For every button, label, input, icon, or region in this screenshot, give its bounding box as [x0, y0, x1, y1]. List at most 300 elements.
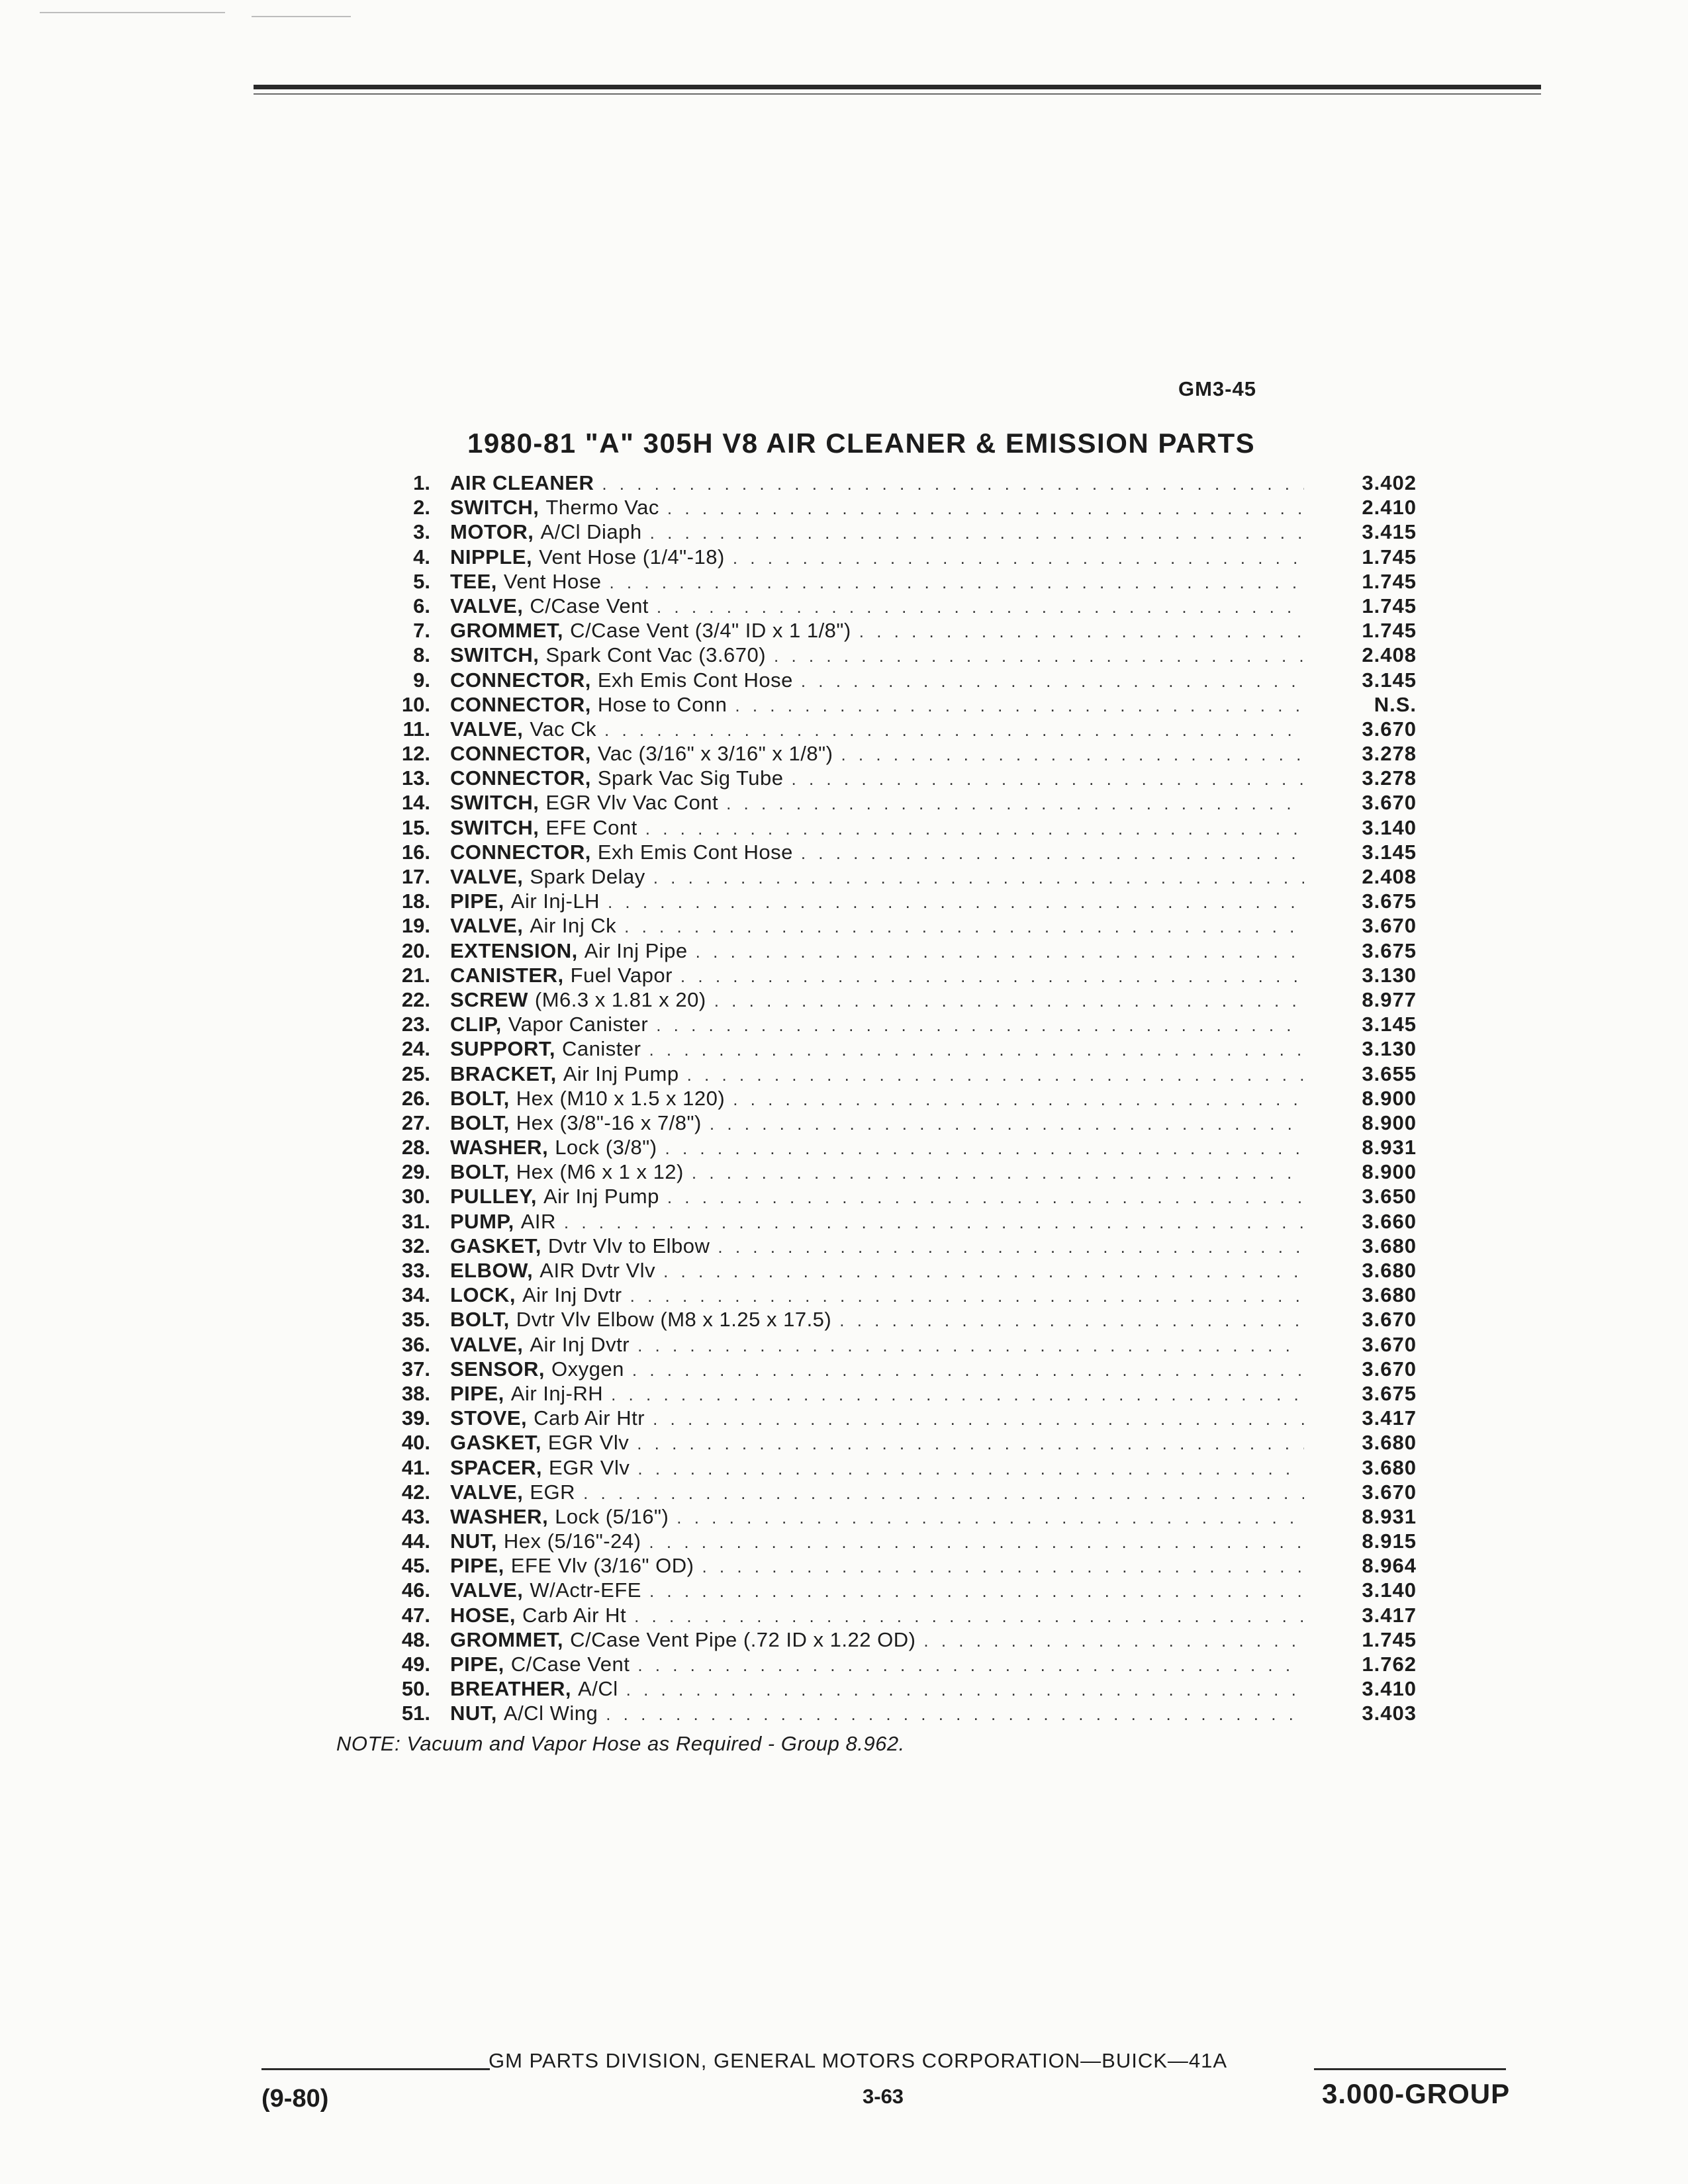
part-row — [384, 1406, 1417, 1431]
part-name: WASHER, — [450, 1504, 549, 1528]
dot-leader — [649, 1040, 1304, 1060]
dot-leader — [687, 1065, 1304, 1085]
part-row — [384, 496, 1417, 520]
part-number: 3. — [413, 520, 430, 544]
part-group-number: 3.675 — [1362, 889, 1417, 913]
dot-leader — [714, 991, 1304, 1011]
part-name: CONNECTOR, — [450, 840, 591, 864]
part-description: A/Cl Wing — [503, 1702, 598, 1725]
dot-leader — [637, 1336, 1304, 1356]
part-group-number: 1.745 — [1362, 1627, 1417, 1651]
part-group-number: 3.675 — [1362, 1381, 1417, 1405]
part-group-number: 3.680 — [1362, 1431, 1417, 1455]
dot-leader — [609, 572, 1304, 593]
part-name: MOTOR, — [450, 520, 534, 544]
part-group-number: 3.130 — [1362, 963, 1417, 987]
part-group-number: 1.745 — [1362, 619, 1417, 643]
part-group-number: 1.745 — [1362, 569, 1417, 593]
part-group-number: 3.670 — [1362, 914, 1417, 938]
part-row — [384, 1333, 1417, 1357]
part-name: GASKET, — [450, 1234, 541, 1257]
part-row — [384, 1234, 1417, 1259]
part-name: BOLT, — [450, 1111, 510, 1134]
part-number: 27. — [401, 1111, 430, 1134]
part-row — [384, 1653, 1417, 1677]
part-group-number: 8.900 — [1362, 1086, 1417, 1110]
part-number: 23. — [401, 1013, 430, 1036]
part-name: NUT, — [450, 1529, 497, 1553]
part-row — [384, 1529, 1417, 1554]
dot-leader — [733, 548, 1304, 569]
part-group-number: 3.670 — [1362, 1332, 1417, 1356]
part-row — [384, 643, 1417, 668]
dot-leader — [692, 1163, 1304, 1183]
part-name: NUT, — [450, 1702, 497, 1725]
part-group-number: 3.675 — [1362, 938, 1417, 962]
part-name: GROMMET, — [450, 619, 564, 643]
part-name: SWITCH, — [450, 791, 539, 815]
part-name: BOLT, — [450, 1086, 510, 1110]
part-group-number: 3.145 — [1362, 1013, 1417, 1036]
part-row — [384, 1160, 1417, 1185]
part-row — [384, 964, 1417, 988]
part-number: 17. — [401, 865, 430, 888]
dot-leader — [650, 523, 1304, 543]
note: NOTE: Vacuum and Vapor Hose as Required - Group 8.962. — [336, 1732, 905, 1755]
part-description: EFE Vlv (3/16" OD) — [510, 1554, 694, 1578]
part-number: 26. — [401, 1086, 430, 1110]
part-name: GASKET, — [450, 1431, 541, 1455]
part-name: AIR CLEANER — [450, 471, 594, 494]
part-row — [384, 570, 1417, 594]
part-description: Dvtr Vlv to Elbow — [547, 1234, 710, 1257]
footer-page-number: 3-63 — [863, 2085, 904, 2108]
part-group-number: 3.145 — [1362, 840, 1417, 864]
part-description: Canister — [562, 1037, 641, 1061]
part-row — [384, 594, 1417, 619]
part-name: STOVE, — [450, 1406, 528, 1430]
dot-leader — [649, 1532, 1304, 1553]
part-description: EGR — [530, 1480, 576, 1504]
part-name: LOCK, — [450, 1283, 516, 1307]
dot-leader — [657, 597, 1304, 617]
part-name: SWITCH, — [450, 643, 539, 667]
part-name: CONNECTOR, — [450, 692, 591, 716]
part-row — [384, 693, 1417, 717]
part-row — [384, 865, 1417, 889]
part-description: EGR Vlv Vac Cont — [545, 791, 719, 815]
dot-leader — [656, 1015, 1304, 1036]
part-name: PIPE, — [450, 889, 504, 913]
part-name: GROMMET, — [450, 1627, 564, 1651]
part-number: 29. — [401, 1160, 430, 1184]
part-number: 28. — [401, 1136, 430, 1160]
part-row — [384, 816, 1417, 841]
part-number: 46. — [401, 1578, 430, 1602]
part-description: Vapor Canister — [508, 1013, 649, 1036]
part-number: 38. — [401, 1381, 430, 1405]
part-group-number: 8.900 — [1362, 1160, 1417, 1184]
part-group-number: 3.402 — [1362, 471, 1417, 494]
part-number: 49. — [401, 1653, 430, 1676]
part-name: VALVE, — [450, 1578, 524, 1602]
part-row — [384, 1677, 1417, 1702]
dot-leader — [710, 1114, 1304, 1134]
part-row — [384, 1505, 1417, 1529]
part-number: 1. — [413, 471, 430, 494]
footer-group: 3.000-GROUP — [1322, 2078, 1511, 2109]
part-description: C/Case Vent Pipe (.72 ID x 1.22 OD) — [570, 1627, 916, 1651]
part-description: Hex (M10 x 1.5 x 120) — [516, 1086, 726, 1110]
part-row — [384, 1013, 1417, 1037]
part-name: PULLEY, — [450, 1185, 537, 1208]
part-row — [384, 1578, 1417, 1603]
dot-leader — [792, 769, 1304, 790]
part-row — [384, 471, 1417, 496]
part-row — [384, 988, 1417, 1013]
part-row — [384, 1628, 1417, 1653]
part-row — [384, 1136, 1417, 1160]
dot-leader — [626, 1680, 1304, 1700]
part-description: EGR Vlv — [547, 1431, 630, 1455]
part-number: 43. — [401, 1504, 430, 1528]
part-name: PIPE, — [450, 1653, 504, 1676]
part-row — [384, 1308, 1417, 1332]
part-group-number: 3.655 — [1362, 1062, 1417, 1085]
part-number: 45. — [401, 1554, 430, 1578]
part-description: Air Inj Dvtr — [530, 1332, 630, 1356]
part-row — [384, 914, 1417, 938]
part-number: 16. — [401, 840, 430, 864]
part-description: Exh Emis Cont Hose — [597, 668, 793, 692]
part-description: C/Case Vent — [510, 1653, 630, 1676]
part-number: 50. — [401, 1677, 430, 1701]
part-number: 30. — [401, 1185, 430, 1208]
part-row — [384, 1087, 1417, 1111]
part-description: AIR Dvtr Vlv — [539, 1259, 656, 1282]
part-group-number: 3.130 — [1362, 1037, 1417, 1061]
part-name: SPACER, — [450, 1455, 543, 1479]
part-description: Air Inj-LH — [510, 889, 600, 913]
part-description: Spark Delay — [530, 865, 645, 888]
part-number: 13. — [401, 766, 430, 790]
dot-leader — [801, 843, 1304, 864]
part-name: CONNECTOR, — [450, 766, 591, 790]
part-number: 11. — [402, 717, 430, 741]
part-number: 34. — [401, 1283, 430, 1307]
part-description: Air Inj Pipe — [584, 938, 688, 962]
part-number: 10. — [401, 692, 430, 716]
dot-leader — [624, 917, 1304, 937]
part-number: 8. — [413, 643, 430, 667]
part-name: EXTENSION, — [450, 938, 578, 962]
part-description: Air Inj Pump — [563, 1062, 679, 1085]
dot-leader — [606, 1704, 1304, 1725]
part-row — [384, 545, 1417, 570]
part-group-number: 3.680 — [1362, 1455, 1417, 1479]
part-row — [384, 1185, 1417, 1209]
dot-leader — [667, 1187, 1304, 1208]
part-number: 4. — [413, 545, 430, 569]
part-description: A/Cl Diaph — [540, 520, 642, 544]
part-row — [384, 1062, 1417, 1087]
part-group-number: 3.278 — [1362, 766, 1417, 790]
dot-leader — [608, 892, 1304, 913]
part-description: Thermo Vac — [545, 496, 659, 520]
dot-leader — [564, 1212, 1304, 1233]
part-number: 9. — [413, 668, 430, 692]
part-group-number: 3.417 — [1362, 1406, 1417, 1430]
part-name: VALVE, — [450, 1480, 524, 1504]
page-code: GM3-45 — [1178, 377, 1256, 400]
part-name: BOLT, — [450, 1160, 510, 1184]
part-name: SCREW — [450, 987, 528, 1011]
dot-leader — [604, 720, 1304, 741]
dot-leader — [841, 745, 1304, 765]
part-description: (M6.3 x 1.81 x 20) — [534, 987, 706, 1011]
part-description: Vent Hose — [503, 569, 602, 593]
part-description: Lock (5/16") — [555, 1504, 669, 1528]
part-description: C/Case Vent — [530, 594, 649, 617]
part-group-number: 3.145 — [1362, 668, 1417, 692]
part-group-number: 3.278 — [1362, 742, 1417, 766]
part-name: SWITCH, — [450, 496, 539, 520]
part-row — [384, 1283, 1417, 1308]
part-group-number: 1.745 — [1362, 594, 1417, 617]
part-name: ELBOW, — [450, 1259, 534, 1282]
part-number: 40. — [401, 1431, 430, 1455]
part-description: Vent Hose (1/4"-18) — [539, 545, 725, 569]
scan-speck — [40, 12, 225, 13]
part-group-number: 3.403 — [1362, 1702, 1417, 1725]
part-name: CANISTER, — [450, 963, 564, 987]
part-name: HOSE, — [450, 1603, 516, 1627]
dot-leader — [667, 498, 1304, 519]
dot-leader — [653, 868, 1304, 888]
part-number: 51. — [401, 1702, 430, 1725]
dot-leader — [663, 1261, 1304, 1282]
footer-rule-left — [261, 2068, 490, 2070]
part-number: 42. — [401, 1480, 430, 1504]
part-name: CONNECTOR, — [450, 742, 591, 766]
part-group-number: 8.931 — [1362, 1504, 1417, 1528]
part-description: Vac Ck — [530, 717, 596, 741]
part-row — [384, 766, 1417, 791]
part-number: 7. — [413, 619, 430, 643]
part-number: 25. — [401, 1062, 430, 1085]
footer-rule-right — [1314, 2068, 1506, 2070]
part-row — [384, 1456, 1417, 1480]
part-group-number: 3.680 — [1362, 1234, 1417, 1257]
footer-corporation: GM PARTS DIVISION, GENERAL MOTORS CORPORATION—BUICK—41A — [489, 2049, 1228, 2072]
dot-leader — [677, 1508, 1304, 1528]
part-group-number: 8.900 — [1362, 1111, 1417, 1134]
dot-leader — [839, 1310, 1304, 1331]
part-row — [384, 717, 1417, 742]
dot-leader — [702, 1557, 1304, 1577]
part-name: VALVE, — [450, 865, 524, 888]
dot-leader — [632, 1360, 1304, 1381]
part-row — [384, 939, 1417, 964]
part-group-number: 8.964 — [1362, 1554, 1417, 1578]
dot-leader — [923, 1631, 1304, 1651]
part-name: SWITCH, — [450, 815, 539, 839]
part-number: 20. — [401, 938, 430, 962]
part-number: 47. — [401, 1603, 430, 1627]
part-row — [384, 1111, 1417, 1136]
part-description: A/Cl — [578, 1677, 618, 1701]
part-name: SUPPORT, — [450, 1037, 556, 1061]
part-number: 21. — [401, 963, 430, 987]
part-description: Spark Cont Vac (3.670) — [545, 643, 767, 667]
part-number: 12. — [401, 742, 430, 766]
dot-leader — [801, 671, 1304, 692]
part-name: PIPE, — [450, 1381, 504, 1405]
part-row — [384, 520, 1417, 545]
dot-leader — [718, 1237, 1304, 1257]
part-name: VALVE, — [450, 717, 524, 741]
part-group-number: 3.660 — [1362, 1209, 1417, 1233]
part-description: Lock (3/8") — [555, 1136, 657, 1160]
dot-leader — [611, 1385, 1304, 1405]
part-group-number: 3.670 — [1362, 1357, 1417, 1381]
part-number: 35. — [401, 1308, 430, 1332]
part-description: AIR — [520, 1209, 556, 1233]
part-group-number: 3.140 — [1362, 1578, 1417, 1602]
part-description: Hex (M6 x 1 x 12) — [516, 1160, 684, 1184]
part-number: 18. — [401, 889, 430, 913]
part-number: 15. — [401, 815, 430, 839]
part-row — [384, 619, 1417, 643]
part-group-number: 3.670 — [1362, 1480, 1417, 1504]
parts-list — [384, 471, 1417, 1727]
part-row — [384, 1037, 1417, 1062]
part-name: BRACKET, — [450, 1062, 557, 1085]
part-group-number: 3.670 — [1362, 1308, 1417, 1332]
part-row — [384, 1702, 1417, 1726]
dot-leader — [602, 474, 1304, 494]
part-group-number: 3.140 — [1362, 815, 1417, 839]
part-row — [384, 1480, 1417, 1505]
part-number: 31. — [401, 1209, 430, 1233]
part-group-number: 3.650 — [1362, 1185, 1417, 1208]
part-description: Carb Air Htr — [534, 1406, 645, 1430]
part-name: VALVE, — [450, 594, 524, 617]
part-description: Fuel Vapor — [570, 963, 673, 987]
part-row — [384, 1382, 1417, 1406]
part-number: 6. — [413, 594, 430, 617]
dot-leader — [637, 1459, 1304, 1479]
dot-leader — [637, 1655, 1304, 1676]
dot-leader — [645, 819, 1304, 839]
part-number: 37. — [401, 1357, 430, 1381]
part-row — [384, 889, 1417, 914]
part-row — [384, 1604, 1417, 1628]
dot-leader — [637, 1433, 1304, 1454]
dot-leader — [630, 1286, 1304, 1306]
part-row — [384, 841, 1417, 865]
dot-leader — [680, 966, 1304, 987]
part-name: CONNECTOR, — [450, 668, 591, 692]
part-description: EFE Cont — [545, 815, 637, 839]
part-number: 44. — [401, 1529, 430, 1553]
part-description: Spark Vac Sig Tube — [597, 766, 784, 790]
dot-leader — [634, 1606, 1304, 1627]
dot-leader — [583, 1483, 1304, 1504]
part-name: PUMP, — [450, 1209, 514, 1233]
part-number: 41. — [401, 1455, 430, 1479]
part-group-number: 8.915 — [1362, 1529, 1417, 1553]
part-name: BREATHER, — [450, 1677, 572, 1701]
top-rule — [254, 85, 1541, 89]
part-number: 19. — [401, 914, 430, 938]
top-rule-shadow — [254, 93, 1541, 95]
dot-leader — [859, 621, 1304, 642]
part-description: Hose to Conn — [597, 692, 727, 716]
part-description: Air Inj Pump — [543, 1185, 659, 1208]
part-description: Hex (3/8"-16 x 7/8") — [516, 1111, 702, 1134]
part-name: WASHER, — [450, 1136, 549, 1160]
part-group-number: N.S. — [1374, 692, 1417, 716]
dot-leader — [726, 794, 1304, 814]
part-name: CLIP, — [450, 1013, 502, 1036]
part-number: 48. — [401, 1627, 430, 1651]
part-number: 5. — [413, 569, 430, 593]
part-name: NIPPLE, — [450, 545, 533, 569]
part-group-number: 3.680 — [1362, 1283, 1417, 1307]
part-row — [384, 1554, 1417, 1578]
dot-leader — [774, 646, 1304, 666]
part-name: VALVE, — [450, 1332, 524, 1356]
part-number: 36. — [401, 1332, 430, 1356]
dot-leader — [649, 1581, 1304, 1602]
part-group-number: 8.931 — [1362, 1136, 1417, 1160]
part-row — [384, 791, 1417, 815]
dot-leader — [665, 1138, 1304, 1159]
part-number: 32. — [401, 1234, 430, 1257]
part-description: Oxygen — [551, 1357, 624, 1381]
part-description: Carb Air Ht — [522, 1603, 627, 1627]
part-row — [384, 1357, 1417, 1382]
part-group-number: 3.410 — [1362, 1677, 1417, 1701]
part-row — [384, 1210, 1417, 1234]
part-description: Hex (5/16"-24) — [503, 1529, 641, 1553]
part-number: 14. — [401, 791, 430, 815]
part-row — [384, 668, 1417, 693]
dot-leader — [653, 1409, 1304, 1430]
part-description: Air Inj Dvtr — [522, 1283, 622, 1307]
part-number: 24. — [401, 1037, 430, 1061]
part-number: 33. — [401, 1259, 430, 1282]
dot-leader — [696, 942, 1304, 962]
part-name: PIPE, — [450, 1554, 504, 1578]
part-group-number: 1.745 — [1362, 545, 1417, 569]
part-group-number: 3.680 — [1362, 1259, 1417, 1282]
part-group-number: 3.670 — [1362, 717, 1417, 741]
part-number: 39. — [401, 1406, 430, 1430]
part-row — [384, 1259, 1417, 1283]
dot-leader — [735, 696, 1304, 716]
part-number: 2. — [413, 496, 430, 520]
part-name: BOLT, — [450, 1308, 510, 1332]
part-group-number: 2.408 — [1362, 865, 1417, 888]
part-description: C/Case Vent (3/4" ID x 1 1/8") — [570, 619, 851, 643]
part-description: W/Actr-EFE — [530, 1578, 641, 1602]
scan-speck — [252, 16, 351, 17]
part-description: EGR Vlv — [549, 1455, 630, 1479]
part-group-number: 3.415 — [1362, 520, 1417, 544]
part-group-number: 3.417 — [1362, 1603, 1417, 1627]
